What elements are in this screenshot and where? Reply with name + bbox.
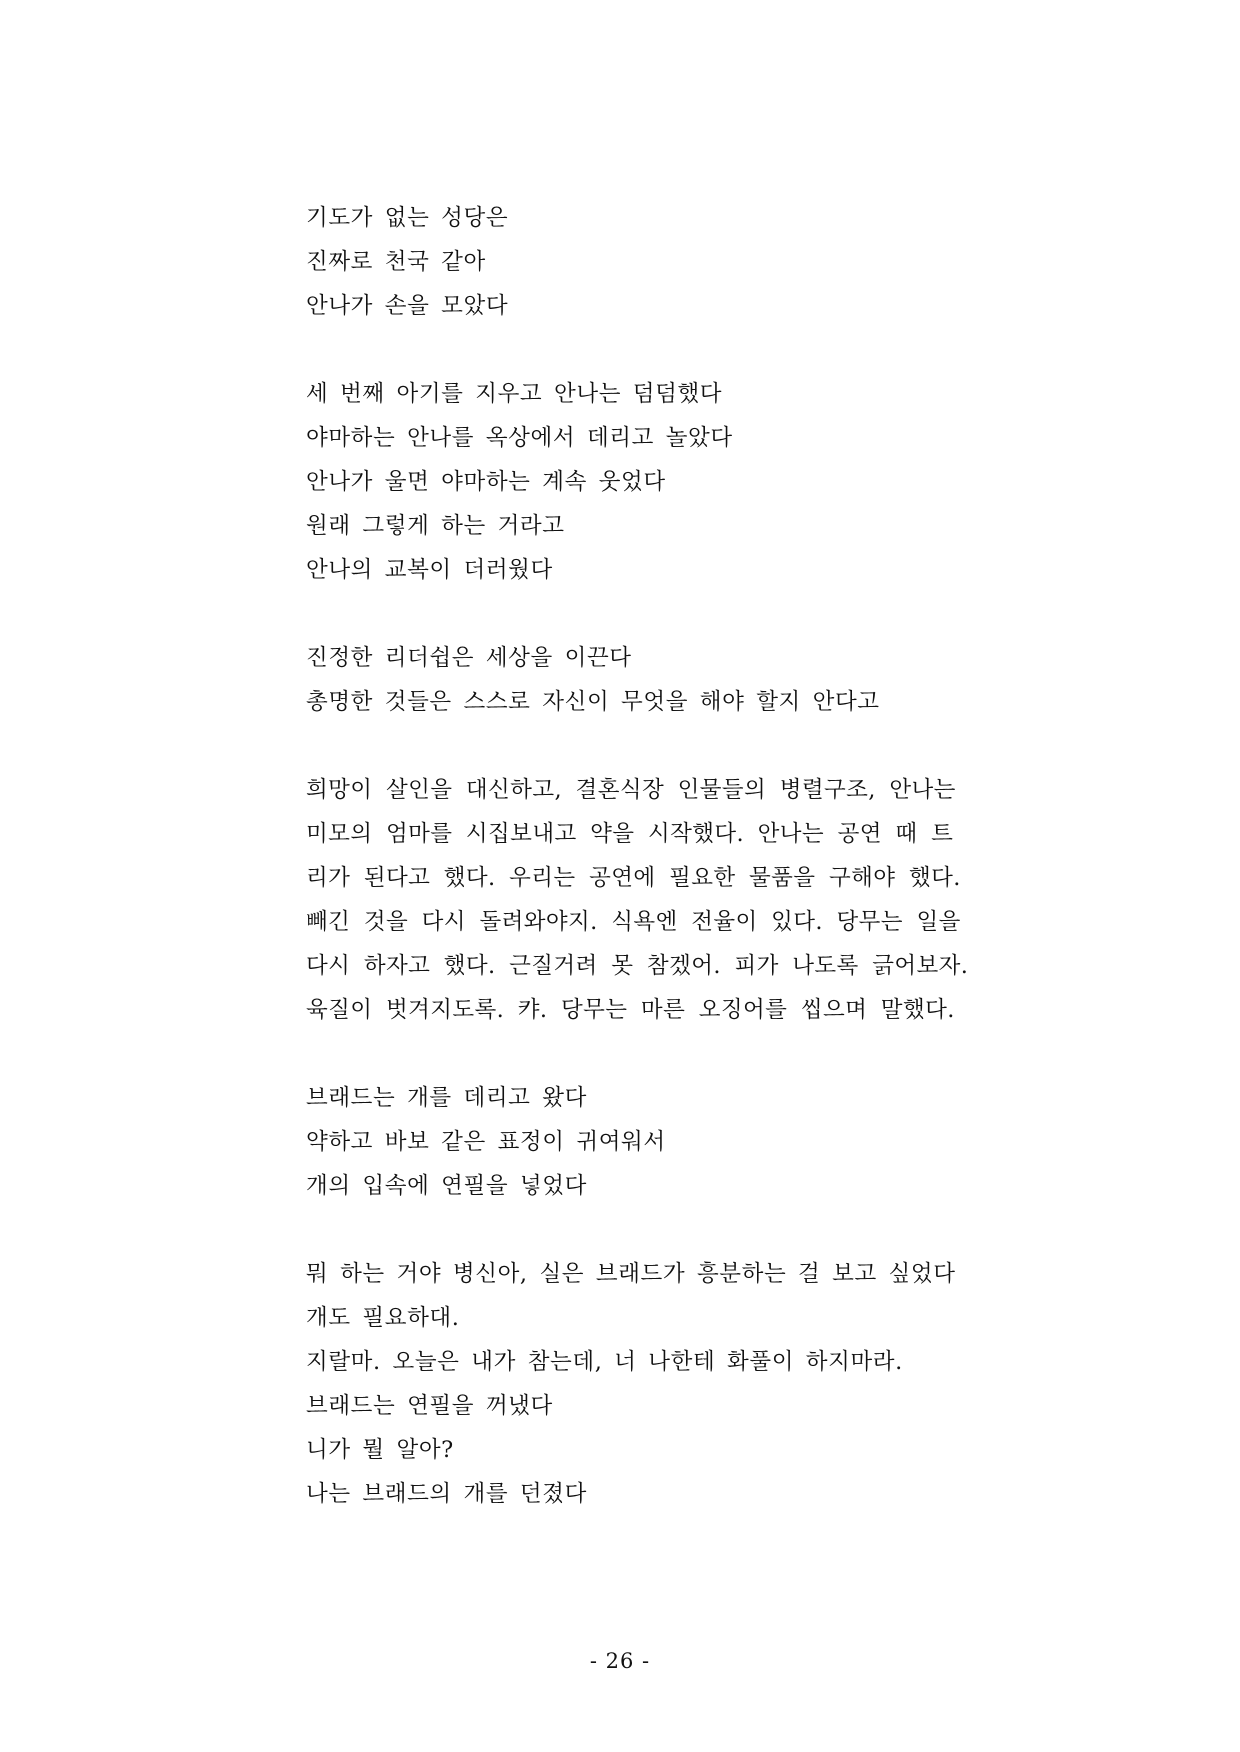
stanza-3: [306, 636, 946, 724]
text-line: 뭐 하는 거야 병신아, 실은 브래드가 흥분하는 걸 보고 싶었다: [306, 1261, 956, 1287]
text-line: 총명한 것들은 스스로 자신이 무엇을 해야 할지 안다고: [306, 689, 880, 715]
text-line: 희망이 살인을 대신하고, 결혼식장 인물들의 병렬구조, 안나는: [306, 777, 956, 803]
text-line: 미모의 엄마를 시집보내고 약을 시작했다. 안나는 공연 때 트: [306, 821, 954, 847]
stanza-1: [306, 196, 946, 328]
text-line: 지랄마. 오늘은 내가 참는데, 너 나한테 화풀이 하지마라.: [306, 1349, 903, 1375]
text-line: 기도가 없는 성당은: [306, 205, 509, 231]
text-line: 안나가 손을 모았다: [306, 293, 509, 319]
stanza-2: [306, 372, 946, 592]
text-line: 리가 된다고 했다. 우리는 공연에 필요한 물품을 구해야 했다.: [306, 865, 961, 891]
text-line: 진정한 리더쉽은 세상을 이끈다: [306, 645, 632, 671]
text-line: 원래 그렇게 하는 거라고: [306, 513, 565, 539]
text-line: 안나가 울면 야마하는 계속 웃었다: [306, 469, 666, 495]
stanza-6: [306, 1252, 956, 1516]
body-text: [306, 196, 969, 1560]
text-line: 개의 입속에 연필을 넣었다: [306, 1173, 587, 1199]
text-line: 약하고 바보 같은 표정이 귀여워서: [306, 1129, 666, 1155]
page-number: - 26 -: [589, 1649, 651, 1673]
text-line: 브래드는 개를 데리고 왔다: [306, 1085, 587, 1111]
text-line: 야마하는 안나를 옥상에서 데리고 놀았다: [306, 425, 733, 451]
text-line: 빼긴 것을 다시 돌려와야지. 식욕엔 전율이 있다. 당무는 일을: [306, 909, 961, 935]
text-line: 다시 하자고 했다. 근질거려 못 참겠어. 피가 나도록 긁어보자.: [306, 953, 969, 979]
stanza-5: [306, 1076, 946, 1208]
text-line: 개도 필요하대.: [306, 1305, 460, 1331]
text-line: 브래드는 연필을 꺼냈다: [306, 1393, 553, 1419]
text-line: 진짜로 천국 같아: [306, 249, 486, 275]
text-line: 나는 브래드의 개를 던졌다: [306, 1481, 587, 1507]
text-line: 니가 뭘 알아?: [306, 1437, 454, 1463]
text-line: 육질이 벗겨지도록. 캬. 당무는 마른 오징어를 씹으며 말했다.: [306, 997, 955, 1023]
prose-paragraph: [306, 768, 969, 1032]
text-line: 안나의 교복이 더러웠다: [306, 557, 553, 583]
text-line: 세 번째 아기를 지우고 안나는 덤덤했다: [306, 381, 723, 407]
